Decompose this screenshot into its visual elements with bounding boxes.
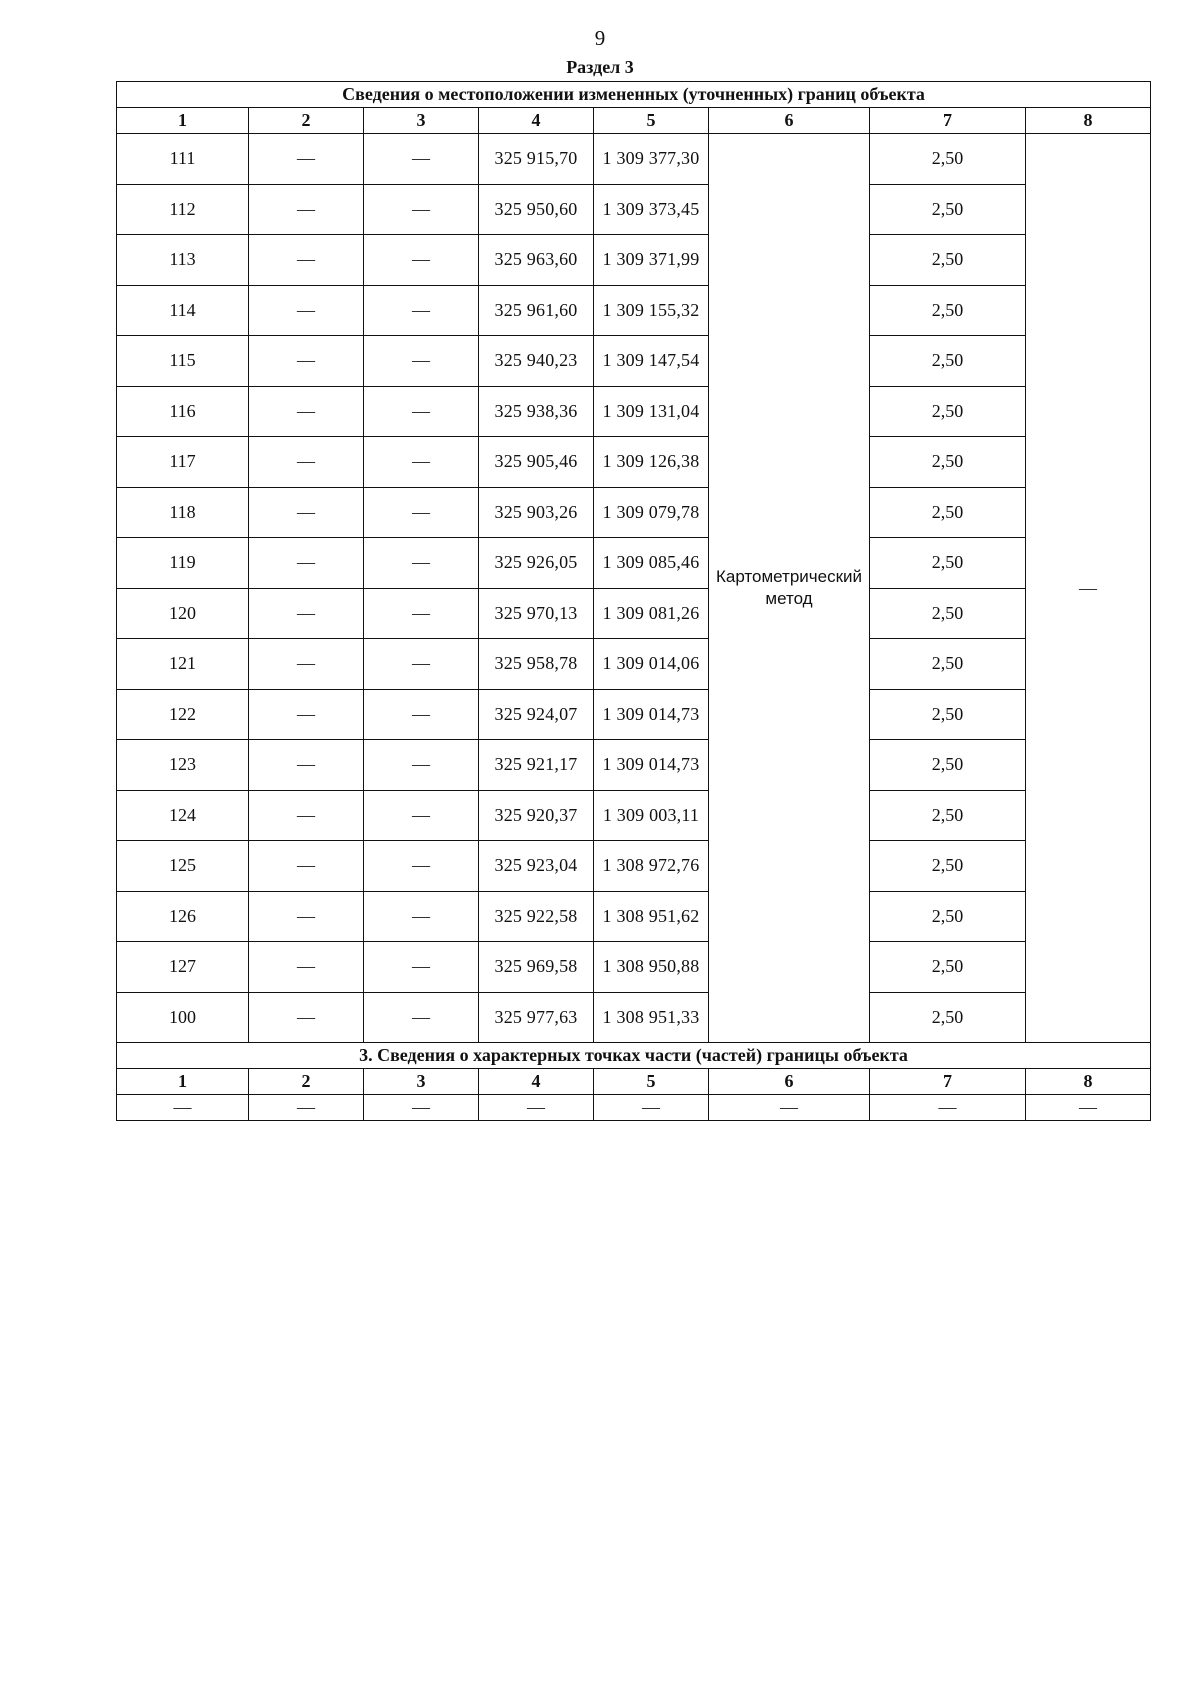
- col2-cell: —: [249, 992, 364, 1043]
- col2-cell: —: [249, 891, 364, 942]
- accuracy-cell: 2,50: [870, 689, 1026, 740]
- x-coordinate-cell: 325 970,13: [479, 588, 594, 639]
- y-coordinate-cell: 1 309 085,46: [594, 538, 709, 589]
- column-number-1: 1: [117, 108, 249, 134]
- section-title: Раздел 3: [566, 57, 634, 77]
- point-number-cell: 120: [117, 588, 249, 639]
- y-coordinate-cell: 1 308 950,88: [594, 942, 709, 993]
- table-row: [117, 386, 1151, 437]
- empty-value-cell: —: [709, 1095, 870, 1121]
- y-coordinate-cell: 1 309 147,54: [594, 336, 709, 387]
- column-number-3: 3: [364, 1069, 479, 1095]
- column-number-6: 6: [709, 108, 870, 134]
- col3-cell: —: [364, 134, 479, 185]
- point-number-cell: 112: [117, 184, 249, 235]
- y-coordinate-cell: 1 309 079,78: [594, 487, 709, 538]
- col3-cell: —: [364, 740, 479, 791]
- y-coordinate-cell: 1 309 155,32: [594, 285, 709, 336]
- accuracy-cell: 2,50: [870, 437, 1026, 488]
- table-row: [117, 538, 1151, 589]
- table-row: [117, 285, 1151, 336]
- table-title: Сведения о местоположении измененных (уточненных) границ объекта: [117, 82, 1151, 108]
- x-coordinate-cell: 325 961,60: [479, 285, 594, 336]
- column-number-5: 5: [594, 108, 709, 134]
- accuracy-cell: 2,50: [870, 891, 1026, 942]
- y-coordinate-cell: 1 309 003,11: [594, 790, 709, 841]
- point-number-cell: 125: [117, 841, 249, 892]
- col8-cell: —: [1026, 134, 1151, 1043]
- col2-cell: —: [249, 639, 364, 690]
- x-coordinate-cell: 325 958,78: [479, 639, 594, 690]
- point-number-cell: 126: [117, 891, 249, 942]
- col2-cell: —: [249, 184, 364, 235]
- y-coordinate-cell: 1 309 014,73: [594, 740, 709, 791]
- page-number: 9: [594, 26, 606, 50]
- col3-cell: —: [364, 538, 479, 589]
- y-coordinate-cell: 1 308 972,76: [594, 841, 709, 892]
- accuracy-cell: 2,50: [870, 235, 1026, 286]
- table-row: [117, 891, 1151, 942]
- column-number-2: 2: [249, 108, 364, 134]
- table-row: [117, 689, 1151, 740]
- col3-cell: —: [364, 235, 479, 286]
- col3-cell: —: [364, 285, 479, 336]
- table-row: [117, 1095, 1151, 1121]
- col3-cell: —: [364, 689, 479, 740]
- col3-cell: —: [364, 790, 479, 841]
- col2-cell: —: [249, 740, 364, 791]
- table-row: [117, 336, 1151, 387]
- point-number-cell: 118: [117, 487, 249, 538]
- col2-cell: —: [249, 437, 364, 488]
- accuracy-cell: 2,50: [870, 740, 1026, 791]
- col2-cell: —: [249, 841, 364, 892]
- x-coordinate-cell: 325 923,04: [479, 841, 594, 892]
- x-coordinate-cell: 325 905,46: [479, 437, 594, 488]
- col2-cell: —: [249, 386, 364, 437]
- empty-value-cell: —: [364, 1095, 479, 1121]
- x-coordinate-cell: 325 922,58: [479, 891, 594, 942]
- col2-cell: —: [249, 285, 364, 336]
- table-row: [117, 740, 1151, 791]
- y-coordinate-cell: 1 309 373,45: [594, 184, 709, 235]
- x-coordinate-cell: 325 938,36: [479, 386, 594, 437]
- point-number-cell: 117: [117, 437, 249, 488]
- column-number-8: 8: [1026, 1069, 1151, 1095]
- col2-cell: —: [249, 487, 364, 538]
- point-number-cell: 123: [117, 740, 249, 791]
- empty-value-cell: —: [594, 1095, 709, 1121]
- table-row: [117, 437, 1151, 488]
- column-number-7: 7: [870, 1069, 1026, 1095]
- table-row: [117, 134, 1151, 185]
- accuracy-cell: 2,50: [870, 487, 1026, 538]
- col3-cell: —: [364, 841, 479, 892]
- col2-cell: —: [249, 235, 364, 286]
- col2-cell: —: [249, 336, 364, 387]
- col2-cell: —: [249, 689, 364, 740]
- x-coordinate-cell: 325 926,05: [479, 538, 594, 589]
- table-row: [117, 639, 1151, 690]
- empty-value-cell: —: [1026, 1095, 1151, 1121]
- col3-cell: —: [364, 891, 479, 942]
- accuracy-cell: 2,50: [870, 588, 1026, 639]
- accuracy-cell: 2,50: [870, 992, 1026, 1043]
- col2-cell: —: [249, 942, 364, 993]
- col2-cell: —: [249, 790, 364, 841]
- col3-cell: —: [364, 386, 479, 437]
- column-number-row: [117, 108, 1151, 134]
- col2-cell: —: [249, 134, 364, 185]
- empty-value-cell: —: [249, 1095, 364, 1121]
- column-number-3: 3: [364, 108, 479, 134]
- point-number-cell: 127: [117, 942, 249, 993]
- x-coordinate-cell: 325 940,23: [479, 336, 594, 387]
- table-row: [117, 184, 1151, 235]
- accuracy-cell: 2,50: [870, 639, 1026, 690]
- empty-value-cell: —: [479, 1095, 594, 1121]
- col3-cell: —: [364, 184, 479, 235]
- y-coordinate-cell: 1 309 126,38: [594, 437, 709, 488]
- x-coordinate-cell: 325 924,07: [479, 689, 594, 740]
- column-number-2: 2: [249, 1069, 364, 1095]
- accuracy-cell: 2,50: [870, 285, 1026, 336]
- empty-value-cell: —: [870, 1095, 1026, 1121]
- point-number-cell: 121: [117, 639, 249, 690]
- table-row: [117, 790, 1151, 841]
- accuracy-cell: 2,50: [870, 184, 1026, 235]
- col3-cell: —: [364, 942, 479, 993]
- column-number-row: [117, 1069, 1151, 1095]
- accuracy-cell: 2,50: [870, 134, 1026, 185]
- y-coordinate-cell: 1 308 951,62: [594, 891, 709, 942]
- column-number-6: 6: [709, 1069, 870, 1095]
- accuracy-cell: 2,50: [870, 336, 1026, 387]
- col3-cell: —: [364, 992, 479, 1043]
- table-row: [117, 942, 1151, 993]
- y-coordinate-cell: 1 309 014,06: [594, 639, 709, 690]
- accuracy-cell: 2,50: [870, 538, 1026, 589]
- point-number-cell: 119: [117, 538, 249, 589]
- point-number-cell: 113: [117, 235, 249, 286]
- y-coordinate-cell: 1 309 371,99: [594, 235, 709, 286]
- point-number-cell: 116: [117, 386, 249, 437]
- x-coordinate-cell: 325 903,26: [479, 487, 594, 538]
- column-number-7: 7: [870, 108, 1026, 134]
- table-row: [117, 992, 1151, 1043]
- point-number-cell: 115: [117, 336, 249, 387]
- y-coordinate-cell: 1 308 951,33: [594, 992, 709, 1043]
- accuracy-cell: 2,50: [870, 841, 1026, 892]
- point-number-cell: 111: [117, 134, 249, 185]
- boundary-table: [116, 81, 1151, 1121]
- col3-cell: —: [364, 487, 479, 538]
- x-coordinate-cell: 325 950,60: [479, 184, 594, 235]
- col3-cell: —: [364, 588, 479, 639]
- section-3-title: 3. Сведения о характерных точках части (частей) границы объекта: [117, 1043, 1151, 1069]
- x-coordinate-cell: 325 977,63: [479, 992, 594, 1043]
- accuracy-cell: 2,50: [870, 942, 1026, 993]
- point-number-cell: 124: [117, 790, 249, 841]
- y-coordinate-cell: 1 309 377,30: [594, 134, 709, 185]
- point-number-cell: 100: [117, 992, 249, 1043]
- column-number-4: 4: [479, 108, 594, 134]
- accuracy-cell: 2,50: [870, 790, 1026, 841]
- method-cell: Картометрический метод: [709, 134, 870, 1043]
- col3-cell: —: [364, 639, 479, 690]
- col3-cell: —: [364, 336, 479, 387]
- x-coordinate-cell: 325 963,60: [479, 235, 594, 286]
- table-row: [117, 588, 1151, 639]
- x-coordinate-cell: 325 921,17: [479, 740, 594, 791]
- table-row: [117, 235, 1151, 286]
- y-coordinate-cell: 1 309 131,04: [594, 386, 709, 437]
- col3-cell: —: [364, 437, 479, 488]
- accuracy-cell: 2,50: [870, 386, 1026, 437]
- column-number-4: 4: [479, 1069, 594, 1095]
- col2-cell: —: [249, 588, 364, 639]
- column-number-5: 5: [594, 1069, 709, 1095]
- empty-value-cell: —: [117, 1095, 249, 1121]
- point-number-cell: 122: [117, 689, 249, 740]
- x-coordinate-cell: 325 920,37: [479, 790, 594, 841]
- column-number-8: 8: [1026, 108, 1151, 134]
- x-coordinate-cell: 325 969,58: [479, 942, 594, 993]
- x-coordinate-cell: 325 915,70: [479, 134, 594, 185]
- y-coordinate-cell: 1 309 081,26: [594, 588, 709, 639]
- col2-cell: —: [249, 538, 364, 589]
- table-row: [117, 487, 1151, 538]
- table-row: [117, 841, 1151, 892]
- point-number-cell: 114: [117, 285, 249, 336]
- y-coordinate-cell: 1 309 014,73: [594, 689, 709, 740]
- column-number-1: 1: [117, 1069, 249, 1095]
